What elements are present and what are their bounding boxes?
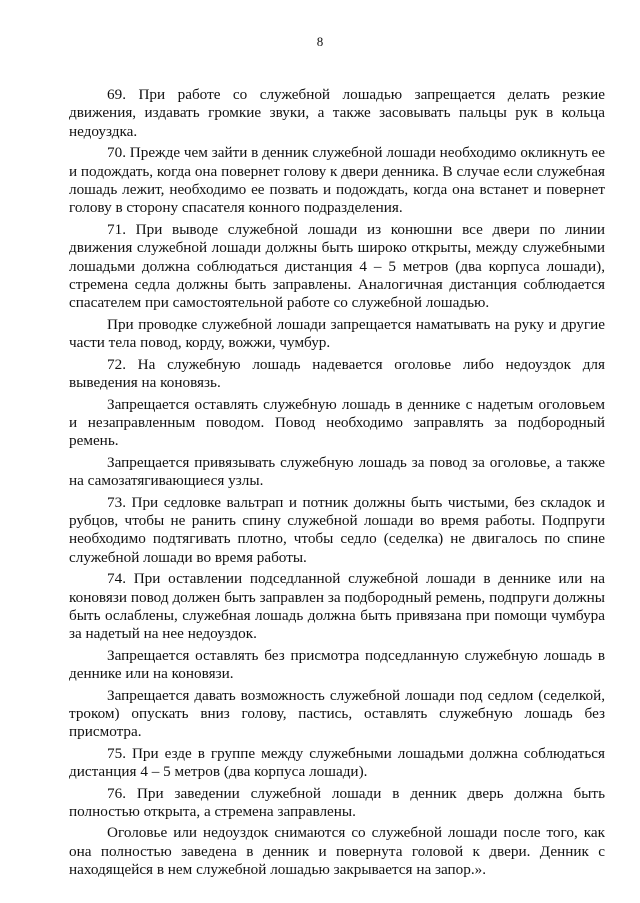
document-body [69,86,605,883]
page-number: 8 [316,34,324,49]
paragraph-71-continued: При проводке служебной лошади запрещается наматывать на руку и другие части тела повод, корду, вожжи, чумбур. [69,315,605,352]
paragraph-75: 75. При езде в группе между служебными лошадьми должна соблюдаться дистанция 4 – 5 метров (два корпуса лошади). [69,744,605,781]
paragraph-72: 72. На служебную лошадь надевается оголовье либо недоуздок для выведения на коновязь. [69,355,605,392]
paragraph-72-continued-2: Запрещается привязывать служебную лошадь за повод за оголовье, а также на самозатягивающиеся узлы. [69,453,605,490]
paragraph-74: 74. При оставлении подседланной служебной лошади в деннике или на коновязи повод должен быть заправлен за подбородный ремень, подпруги должны быть ослаблены, служебная лошадь должна быть привязана при помощи чумбура за надетый на нее недоуздок. [69,570,605,643]
paragraph-76-continued: Оголовье или недоуздок снимаются со служебной лошади после того, как она полностью заведена в денник и повернута головой к двери. Денник с находящейся в нем служебной лошадью закрывается на запор.». [69,824,605,879]
paragraph-70: 70. Прежде чем зайти в денник служебной лошади необходимо окликнуть ее и подождать, когда она повернет голову к двери денника. В случае если служебная лошадь лежит, необходимо ее позвать и подождать, когда она встанет и повернет голову в сторону спасателя конного подразделения. [69,144,606,217]
paragraph-74-continued-1: Запрещается оставлять без присмотра подседланную служебную лошадь в деннике или на коновязи. [69,646,605,683]
paragraph-71: 71. При выводе служебной лошади из конюшни все двери по линии движения служебной лошади должны быть широко открыты, между служебными лошадьми должна соблюдаться дистанция 4 – 5 метров (два корпуса лошади), стремена седла должны быть заправлены. Аналогичная дистанция соблюдается спасателем при самостоятельной работе со служебной лошадью. [69,220,605,312]
paragraph-73: 73. При седловке вальтрап и потник должны быть чистыми, без складок и рубцов, чтобы не ранить спину служебной лошади во время работы. Подпруги необходимо подтягивать плотно, чтобы седло (седелка) не двигалось по спине служебной лошади во время работы. [69,493,605,566]
paragraph-74-continued-2: Запрещается давать возможность служебной лошади под седлом (седелкой, троком) опускать вниз голову, пастись, оставлять служебную лошадь без присмотра. [69,686,605,741]
paragraph-72-continued-1: Запрещается оставлять служебную лошадь в деннике с надетым оголовьем и незаправленным поводом. Повод необходимо заправлять за подбородный ремень. [69,395,605,450]
paragraph-76: 76. При заведении служебной лошади в денник дверь должна быть полностью открыта, а стремена заправлены. [69,784,605,821]
paragraph-69: 69. При работе со служебной лошадью запрещается делать резкие движения, издавать громкие звуки, а также засовывать пальцы рук в кольца недоуздка. [69,86,605,140]
